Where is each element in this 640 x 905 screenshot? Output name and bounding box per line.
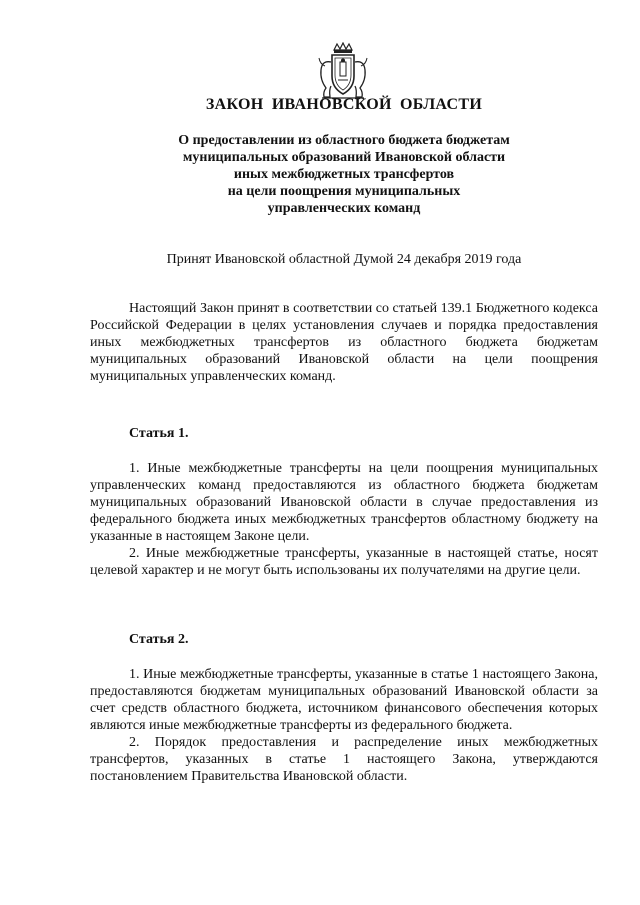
article-2-heading: Статья 2. — [129, 632, 189, 647]
article-paragraph: 1. Иные межбюджетные трансферты на цели поощрения муниципальных управленческих команд предоставляются из областного бюджета бюджетам муниципальных образований Ивановской области в случае предоставления из федерального бюджета иных межбюджетных трансфертов областному бюджету на указанные в настоящем Законе цели. — [90, 461, 598, 544]
adoption-line: Принят Ивановской областной Думой 24 декабря 2019 года — [166, 252, 522, 267]
subject-line: иных межбюджетных трансфертов — [233, 167, 455, 182]
subject-line: на цели поощрения муниципальных — [227, 184, 461, 199]
article-paragraph: 2. Иные межбюджетные трансферты, указанные в настоящей статье, носят целевой характер и не могут быть использованы их получателями на другие цели. — [90, 546, 598, 578]
subject-line: управленческих команд — [267, 201, 421, 216]
article-1-body — [90, 460, 598, 579]
law-subject — [90, 132, 598, 217]
preamble-paragraph: Настоящий Закон принят в соответствии со статьей 139.1 Бюджетного кодекса Российской Федерации в целях установления случаев и порядка предоставления иных межбюджетных трансфертов из областного бюджета бюджетам муниципальных образований Ивановской области на цели поощрения муниципальных управленческих команд. — [90, 301, 598, 384]
preamble — [90, 300, 598, 385]
subject-line: муниципальных образований Ивановской области — [182, 150, 506, 165]
article-paragraph: 1. Иные межбюджетные трансферты, указанные в статье 1 настоящего Закона, предоставляются бюджетам муниципальных образований Ивановской области за счет средств областного бюджета, источником финансового обеспечения которых являются иные межбюджетные трансферты из федерального бюджета. — [90, 667, 598, 733]
ivanovo-coat-of-arms-icon — [316, 42, 370, 100]
article-1-heading: Статья 1. — [129, 426, 189, 441]
law-title: ЗАКОН ИВАНОВСКОЙ ОБЛАСТИ — [205, 96, 483, 113]
article-2-body — [90, 666, 598, 785]
subject-line: О предоставлении из областного бюджета бюджетам — [178, 133, 510, 148]
article-paragraph: 2. Порядок предоставления и распределение иных межбюджетных трансфертов, указанных в статье 1 настоящего Закона, утверждаются постановлением Правительства Ивановской области. — [90, 735, 598, 784]
